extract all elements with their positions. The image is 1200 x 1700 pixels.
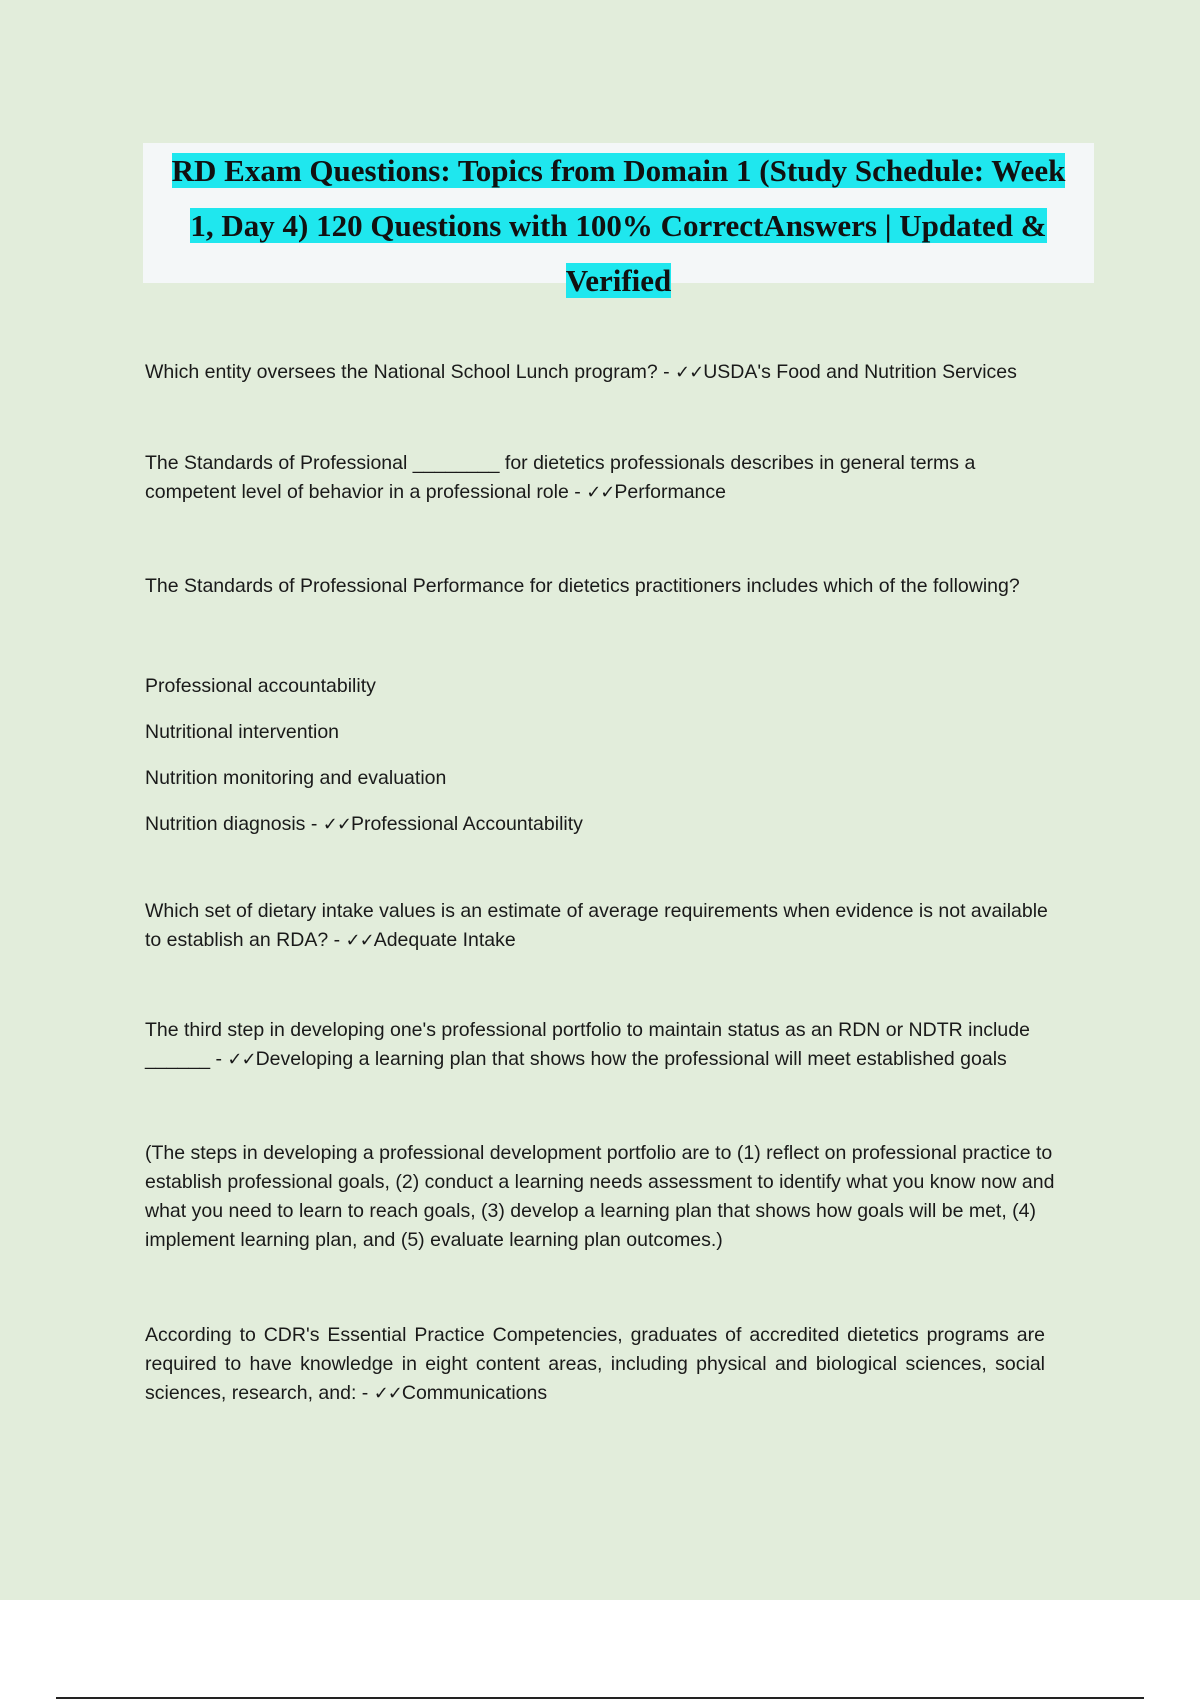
question-3-options [145, 663, 1095, 848]
check-icon: ✓✓ [345, 930, 374, 951]
answer-separator: - [328, 929, 346, 951]
option-item: Nutrition diagnosis [145, 813, 306, 835]
check-icon: ✓✓ [373, 1383, 402, 1404]
answer-text: USDA's Food and Nutrition Services [703, 361, 1017, 383]
question-block-4 [145, 897, 1095, 955]
answer-separator: - [657, 361, 676, 383]
title-line-2: 1, Day 4) 120 Questions with 100% CorrectAnswers | Updated & [190, 208, 1047, 243]
answer-text: Communications [401, 1382, 548, 1404]
question-text-line-1: Which set of dietary intake values is an estimate of average requirements when evidence is not available [145, 900, 1048, 922]
answer-blank: ______ [145, 1048, 211, 1070]
answer-text: Performance [614, 481, 726, 503]
check-icon: ✓✓ [227, 1049, 256, 1070]
check-icon: ✓✓ [586, 482, 615, 503]
answer-separator: - [305, 813, 323, 835]
question-block-5 [145, 1016, 1095, 1074]
question-text-line-2: competent level of behavior in a professional role [145, 481, 569, 503]
question-block-6 [145, 1321, 1045, 1408]
option-item: Professional accountability [145, 675, 376, 697]
check-icon: ✓✓ [322, 814, 351, 835]
explanation-note [145, 1139, 1095, 1255]
answer-separator: - [356, 1382, 374, 1404]
question-text: According to CDR's Essential Practice Competencies, graduates of accredited dietetics programs are required to have knowledge in eight content areas, including physical and biological sciences, social sciences, research, and: [145, 1324, 1045, 1404]
answer-text: Adequate Intake [373, 929, 516, 951]
answer-separator: - [568, 481, 587, 503]
answer-separator: - [210, 1048, 228, 1070]
question-text: Which entity oversees the National School Lunch program? [145, 361, 658, 383]
question-block-1 [145, 358, 1095, 387]
question-text-line-1: The third step in developing one's professional portfolio to maintain status as an RDN or NDTR include [145, 1019, 1030, 1041]
footer-divider [56, 1697, 1144, 1699]
note-text: (The steps in developing a professional development portfolio are to (1) reflect on professional practice to establish professional goals, (2) conduct a learning needs assessment to identify what you know now and what you need to learn to reach goals, (3) develop a learning plan that shows how goals will be met, (4) implement learning plan, and (5) evaluate learning plan outcomes.) [145, 1142, 1055, 1251]
question-text-line-2: to establish an RDA? [145, 929, 329, 951]
title-line-1: RD Exam Questions: Topics from Domain 1 (Study Schedule: Week [171, 153, 1066, 188]
title-line-3: Verified [565, 263, 672, 298]
question-text-line-1: The Standards of Professional ________ for dietetics professionals describes in general terms a [145, 452, 976, 474]
question-text: The Standards of Professional Performance for dietetics practitioners includes which of the following? [145, 575, 1020, 597]
question-block-3 [145, 572, 1095, 601]
answer-text: Developing a learning plan that shows how the professional will meet established goals [255, 1048, 1007, 1070]
option-item: Nutritional intervention [145, 721, 340, 743]
option-item: Nutrition monitoring and evaluation [145, 767, 447, 789]
answer-text: Professional Accountability [350, 813, 583, 835]
check-icon: ✓✓ [675, 362, 704, 383]
question-block-2 [145, 449, 1095, 507]
document-title [143, 143, 1094, 298]
